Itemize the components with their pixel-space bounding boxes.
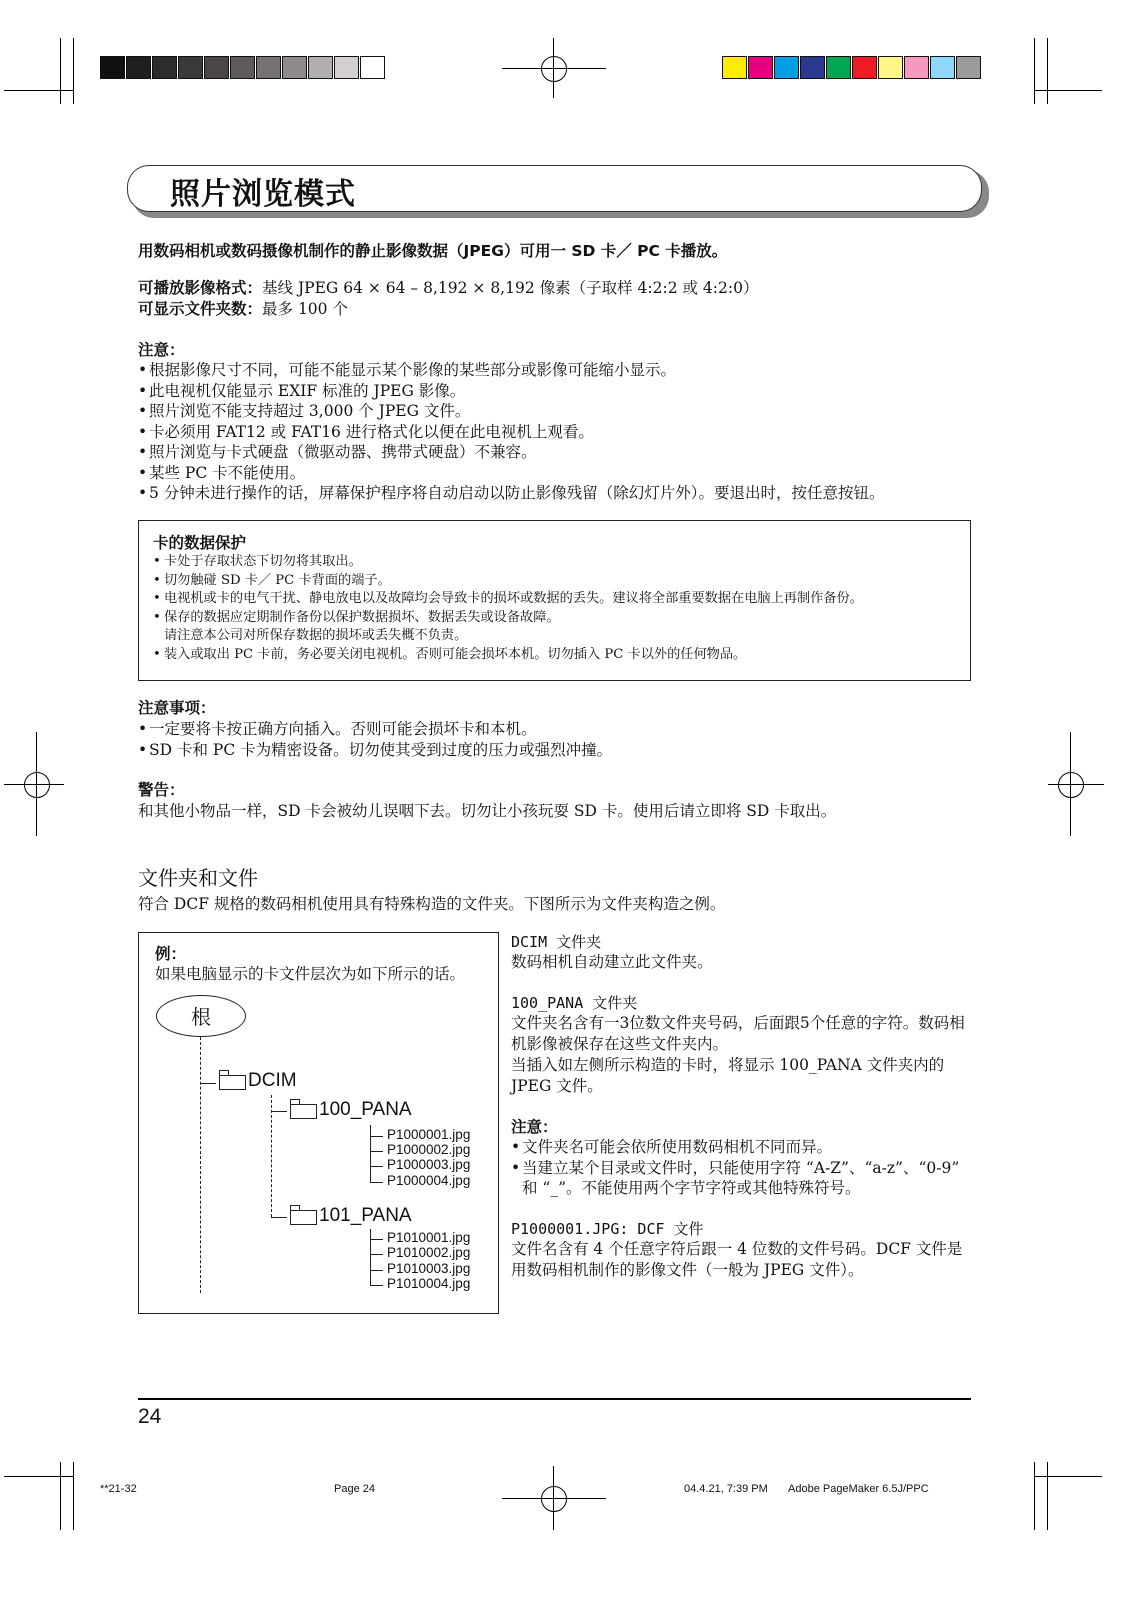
list-item: • 根据影像尺寸不同，可能不能显示某个影像的某些部分或影像可能缩小显示。 <box>138 360 998 381</box>
folder-icon <box>290 1104 317 1119</box>
files-heading: 文件夹和文件 <box>138 866 258 890</box>
list-item: • 切勿触碰 SD 卡／ PC 卡背面的端子。 <box>153 572 963 591</box>
file-branch <box>370 1270 383 1271</box>
file-trunk <box>370 1229 371 1286</box>
file-branch <box>370 1239 383 1240</box>
color-swatch <box>100 56 125 79</box>
tree-subtrunk <box>271 1095 272 1217</box>
list-item: • 当建立某个目录或文件时，只能使用字符 “A-Z”、“a-z”、“0-9” 和 “_”。不能使用两个字节字符或其他特殊符号。 <box>511 1158 973 1199</box>
footer-rule <box>138 1398 971 1400</box>
protection-item-continuation: 请注意本公司对所保存数据的损坏或丢失概不负责。 <box>164 628 468 644</box>
file-item: P1010004.jpg <box>387 1276 471 1291</box>
tree-trunk <box>200 1037 201 1293</box>
file-branch <box>370 1254 383 1255</box>
tree-branch <box>271 1111 287 1112</box>
folder-descriptions <box>511 932 973 1281</box>
list-item: • 5 分钟未进行操作的话，屏幕保护程序将自动启动以防止影像残留（除幻灯片外）。要退出时，按任意按钮。 <box>138 483 998 504</box>
tree-branch <box>200 1083 216 1084</box>
color-swatch <box>722 56 747 79</box>
pana-description: 文件夹名含有一3位数文件夹号码，后面跟5个任意的字符。数码相机影像被保存在这些文件夹内。 <box>511 1014 965 1053</box>
dcim-label: DCIM <box>248 1070 297 1091</box>
pana-heading: 100_PANA 文件夹 <box>511 994 638 1012</box>
page-title: 照片浏览模式 <box>170 177 356 212</box>
file-branch <box>370 1151 383 1152</box>
caution-heading: 注意事项： <box>138 699 216 717</box>
intro-text: 用数码相机或数码摄像机制作的静止影像数据（JPEG）可用一 SD 卡／ PC 卡播放。 <box>138 242 728 260</box>
folder2-label: 101_PANA <box>319 1205 412 1226</box>
list-item: • 文件夹名可能会依所使用数码相机不同而异。 <box>511 1137 973 1158</box>
list-item: • 某些 PC 卡不能使用。 <box>138 463 998 484</box>
color-swatch <box>230 56 255 79</box>
list-item: • 一定要将卡按正确方向插入。否则可能会损坏卡和本机。 <box>138 719 998 740</box>
notes-heading: 注意： <box>138 341 185 359</box>
file-branch <box>370 1166 383 1167</box>
footer-date: 04.4.21, 7:39 PM <box>684 1483 768 1495</box>
format-line <box>138 278 758 298</box>
dcim-heading: DCIM 文件夹 <box>511 933 602 951</box>
color-swatch <box>800 56 825 79</box>
data-protection-box <box>138 520 971 681</box>
color-swatch <box>930 56 955 79</box>
color-swatch <box>852 56 877 79</box>
format-value: 基线 JPEG 64 × 64 – 8,192 × 8,192 像素（子取样 4:2:2 或 4:2:0） <box>262 279 759 297</box>
pana-description-2: 当插入如左侧所示构造的卡时，将显示 100_PANA 文件夹内的 JPEG 文件。 <box>511 1056 945 1095</box>
warning-text: 和其他小物品一样，SD 卡会被幼儿误咽下去。切勿让小孩玩耍 SD 卡。使用后请立即将 SD 卡取出。 <box>138 802 837 820</box>
footer-file-code: **21-32 <box>100 1483 137 1495</box>
dcim-description: 数码相机自动建立此文件夹。 <box>511 953 713 971</box>
color-swatch <box>256 56 281 79</box>
notes-list <box>138 360 998 504</box>
color-swatch <box>774 56 799 79</box>
caution-list <box>138 719 998 760</box>
file-branch <box>370 1136 383 1137</box>
file-item: P1000004.jpg <box>387 1173 471 1188</box>
protection-item-text: 保存的数据应定期制作备份以保护数据损坏、数据丢失或设备故障。 <box>164 609 560 625</box>
file-item: P1000002.jpg <box>387 1142 471 1157</box>
list-item: • 卡处于存取状态下切勿将其取出。 <box>153 553 963 572</box>
color-swatch <box>904 56 929 79</box>
folder-count-label: 可显示文件夹数： <box>138 300 263 318</box>
example-heading: 例： <box>155 945 187 963</box>
root-label: 根 <box>191 1005 211 1029</box>
example-box <box>138 932 499 1314</box>
page-number: 24 <box>138 1405 162 1428</box>
list-item: • 照片浏览与卡式硬盘（微驱动器、携带式硬盘）不兼容。 <box>138 442 998 463</box>
color-swatch <box>126 56 151 79</box>
jpg-heading: P1000001.JPG: DCF 文件 <box>511 1219 704 1238</box>
file-item: P1010002.jpg <box>387 1245 471 1260</box>
list-item <box>153 609 963 646</box>
format-label: 可播放影像格式： <box>138 279 263 297</box>
file-branch <box>370 1285 383 1286</box>
color-swatch <box>748 56 773 79</box>
color-swatch <box>956 56 981 79</box>
jpg-description: 文件名含有 4 个任意字符后跟一 4 位数的文件号码。DCF 文件是用数码相机制作的影像文件（一般为 JPEG 文件）。 <box>511 1239 963 1279</box>
color-swatch <box>152 56 177 79</box>
file-item: P1000003.jpg <box>387 1157 471 1172</box>
folder-count-value: 最多 100 个 <box>262 300 348 318</box>
color-swatch <box>282 56 307 79</box>
list-item: • 电视机或卡的电气干扰、静电放电以及故障均会导致卡的损坏或数据的丢失。建议将全部重要数据在电脑上再制作备份。 <box>153 590 963 609</box>
example-text: 如果电脑显示的卡文件层次为如下所示的话。 <box>155 965 466 983</box>
list-item: • 此电视机仅能显示 EXIF 标准的 JPEG 影像。 <box>138 381 998 402</box>
file-item: P1010003.jpg <box>387 1261 471 1276</box>
list-item: • 卡必须用 FAT12 或 FAT16 进行格式化以便在此电视机上观看。 <box>138 422 998 443</box>
folder-icon <box>290 1210 317 1225</box>
file-item: P1010001.jpg <box>387 1230 471 1245</box>
protection-list <box>153 553 963 665</box>
list-item: • SD 卡和 PC 卡为精密设备。切勿使其受到过度的压力或强烈冲撞。 <box>138 740 998 761</box>
folder-count-line <box>138 299 348 319</box>
list-item: • 装入或取出 PC 卡前，务必要关闭电视机。否则可能会损坏本机。切勿插入 PC 卡以外的任何物品。 <box>153 646 963 665</box>
list-item: • 照片浏览不能支持超过 3,000 个 JPEG 文件。 <box>138 401 998 422</box>
folder1-label: 100_PANA <box>319 1099 412 1120</box>
footer-page: Page 24 <box>334 1483 375 1495</box>
right-notes-list <box>511 1137 973 1199</box>
color-swatch <box>178 56 203 79</box>
color-swatch <box>826 56 851 79</box>
color-swatch <box>204 56 229 79</box>
color-swatch <box>360 56 385 79</box>
folder-icon <box>219 1075 246 1090</box>
right-notes-heading: 注意： <box>511 1118 558 1136</box>
file-trunk <box>370 1125 371 1183</box>
file-item: P1000001.jpg <box>387 1127 471 1142</box>
color-swatch <box>334 56 359 79</box>
footer-app: Adobe PageMaker 6.5J/PPC <box>788 1483 929 1495</box>
tree-branch <box>271 1217 287 1218</box>
files-text: 符合 DCF 规格的数码相机使用具有特殊构造的文件夹。下图所示为文件夹构造之例。 <box>138 895 726 913</box>
file-branch <box>370 1182 383 1183</box>
protection-heading: 卡的数据保护 <box>153 534 247 552</box>
color-swatch <box>308 56 333 79</box>
warning-heading: 警告： <box>138 781 185 799</box>
color-swatch <box>878 56 903 79</box>
